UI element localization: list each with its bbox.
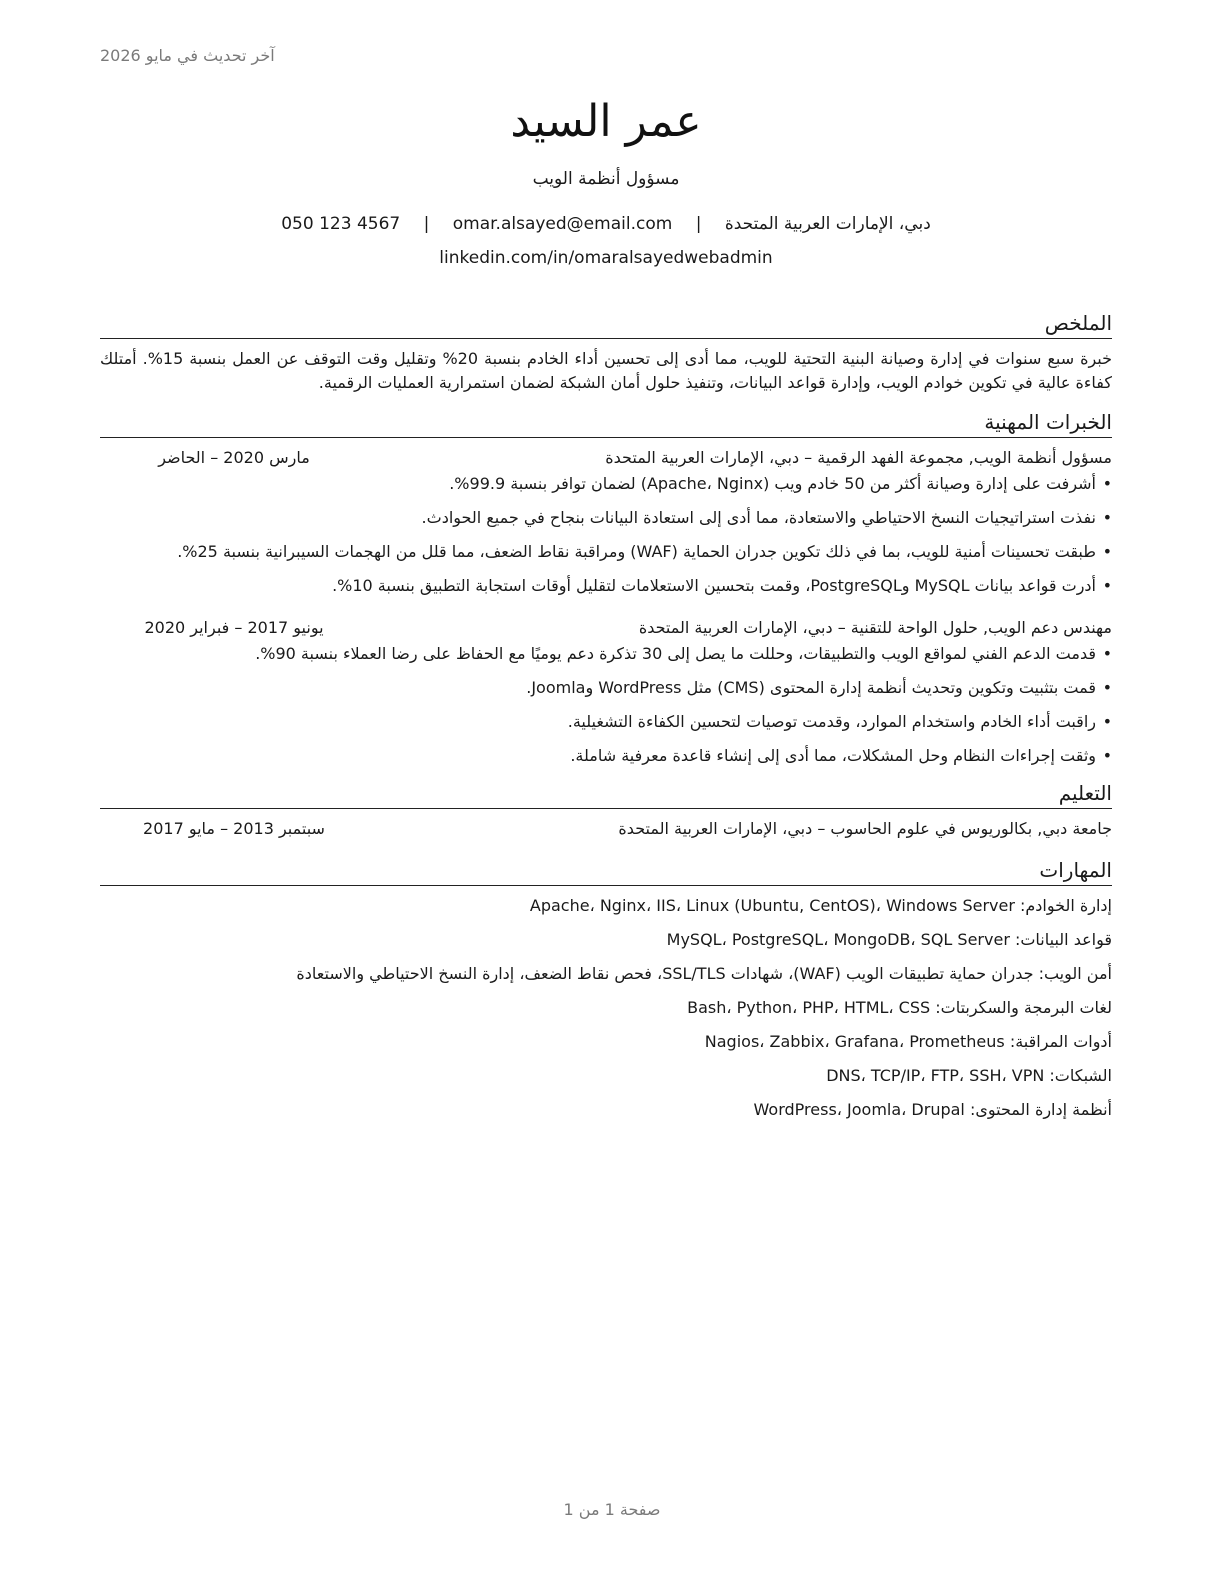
page-number: صفحة 1 من 1	[563, 1500, 661, 1519]
job-bullet: • وثقت إجراءات النظام وحل المشكلات، مما أدى إلى إنشاء قاعدة معرفية شاملة.	[100, 744, 1112, 768]
skill-item: لغات البرمجة والسكربتات: Bash، Python، PHP، HTML، CSS	[687, 998, 1112, 1017]
candidate-name: عمر السيد	[510, 96, 702, 147]
summary-text: خبرة سبع سنوات في إدارة وصيانة البنية التحتية للويب، مما أدى إلى تحسين أداء الخادم بنسبة 20% وتقليل وقت التوقف عن العمل بنسبة 15%. أمتلك كفاءة عالية في تكوين خوادم الويب، وإدارة قواعد البيانات، وتنفيذ حلول أمان الشبكة لضمان استمرارية العمليات الرقمية.	[100, 349, 1113, 392]
job-header	[100, 446, 1112, 470]
contact-separator: |	[423, 214, 430, 234]
skill-item: أدوات المراقبة: Nagios، Zabbix، Grafana، Prometheus	[704, 1032, 1112, 1051]
education-entry	[100, 817, 1112, 841]
summary-section	[100, 308, 1112, 395]
candidate-title: مسؤول أنظمة الويب	[532, 169, 680, 189]
skill-item: أنظمة إدارة المحتوى: WordPress، Joomla، Drupal	[753, 1100, 1112, 1119]
contact-separator: |	[695, 214, 702, 234]
resume-header	[100, 92, 1112, 270]
job-bullet: • قدمت الدعم الفني لمواقع الويب والتطبيقات، وحللت ما يصل إلى 30 تذكرة دعم يوميًا مع الحفاظ على رضا العملاء بنسبة 90%.	[100, 642, 1112, 666]
resume-body	[100, 308, 1112, 1132]
job-bullet: • نفذت استراتيجيات النسخ الاحتياطي والاستعادة، مما أدى إلى استعادة البيانات بنجاح في جميع الحوادث.	[100, 506, 1112, 530]
job-bullet: • أشرفت على إدارة وصيانة أكثر من 50 خادم ويب (Apache، Nginx) لضمان توافر بنسبة 99.9%.	[100, 472, 1112, 496]
job-dates: يونيو 2017 – فبراير 2020	[144, 618, 324, 637]
job-bullets	[100, 472, 1112, 598]
job-entry	[100, 616, 1112, 768]
summary-heading: الملخص	[100, 308, 1112, 339]
skills-heading: المهارات	[100, 855, 1112, 886]
job-title-org: مسؤول أنظمة الويب, مجموعة الفهد الرقمية – دبي، الإمارات العربية المتحدة	[605, 448, 1112, 467]
experience-heading: الخبرات المهنية	[100, 407, 1112, 438]
education-section	[100, 778, 1112, 841]
job-entry	[100, 446, 1112, 598]
skill-item: أمن الويب: جدران حماية تطبيقات الويب (WAF)، شهادات SSL/TLS، فحص نقاط الضعف، إدارة النسخ الاحتياطي والاستعادة	[296, 964, 1112, 983]
job-title-org: مهندس دعم الويب, حلول الواحة للتقنية – دبي، الإمارات العربية المتحدة	[638, 618, 1112, 637]
email-link[interactable]: omar.alsayed@email.com	[452, 214, 673, 234]
education-dates: سبتمبر 2013 – مايو 2017	[143, 819, 325, 838]
phone-number: 050 123 4567	[281, 214, 401, 234]
job-header	[100, 616, 1112, 640]
skills-list	[100, 894, 1112, 1122]
education-heading: التعليم	[100, 778, 1112, 809]
job-bullets	[100, 642, 1112, 768]
education-degree: جامعة دبي, بكالوريوس في علوم الحاسوب – دبي، الإمارات العربية المتحدة	[618, 819, 1112, 838]
skill-item: إدارة الخوادم: Apache، Nginx، IIS، Linux (Ubuntu, CentOS)، Windows Server	[529, 896, 1112, 915]
skill-item: الشبكات: DNS، TCP/IP، FTP، SSH، VPN	[826, 1066, 1112, 1085]
job-bullet: • طبقت تحسينات أمنية للويب، بما في ذلك تكوين جدران الحماية (WAF) ومراقبة نقاط الضعف، مما قلل من الهجمات السيبرانية بنسبة 25%.	[100, 540, 1112, 564]
job-bullet: • قمت بتثبيت وتكوين وتحديث أنظمة إدارة المحتوى (CMS) مثل WordPress وJoomla.	[100, 676, 1112, 700]
job-bullet: • راقبت أداء الخادم واستخدام الموارد، وقدمت توصيات لتحسين الكفاءة التشغيلية.	[100, 710, 1112, 734]
job-bullet: • أدرت قواعد بيانات MySQL وPostgreSQL، وقمت بتحسين الاستعلامات لتقليل أوقات استجابة التطبيق بنسبة 10%.	[100, 574, 1112, 598]
job-dates: مارس 2020 – الحاضر	[158, 448, 310, 467]
skill-item: قواعد البيانات: MySQL، PostgreSQL، MongoDB، SQL Server	[666, 930, 1112, 949]
contact-line	[100, 212, 1112, 236]
location-text: دبي، الإمارات العربية المتحدة	[724, 214, 931, 234]
last-updated-note: آخر تحديث في مايو 2026	[100, 46, 275, 65]
skills-section	[100, 855, 1112, 1122]
experience-section	[100, 407, 1112, 768]
linkedin-link[interactable]: linkedin.com/in/omaralsayedwebadmin	[439, 248, 773, 268]
